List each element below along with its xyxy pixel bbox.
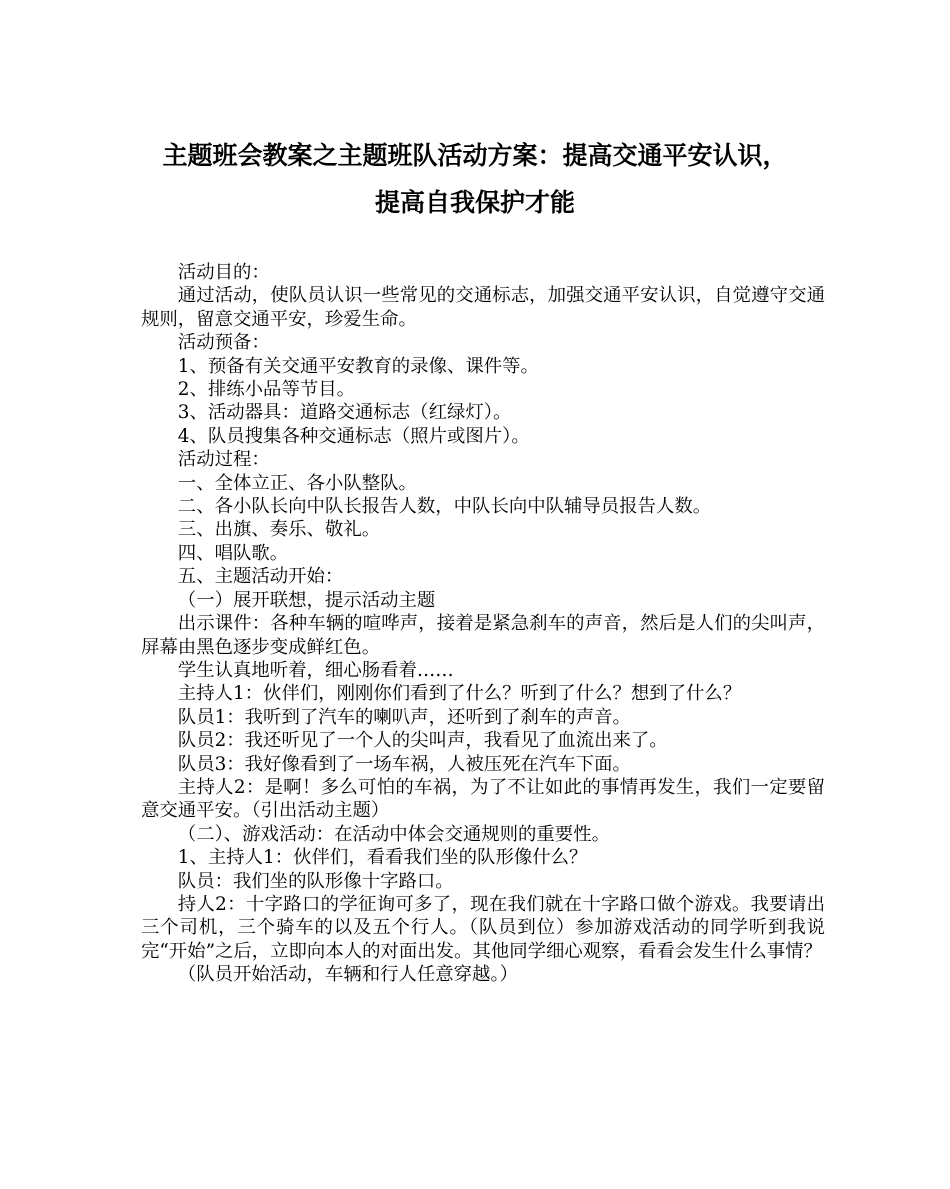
document-title-line-2: 提高自我保护才能 <box>374 188 575 217</box>
paragraph: 三、出旗、奏乐、敬礼。 <box>177 519 381 541</box>
paragraph: 1、主持人1：伙伴们，看看我们坐的队形像什么？ <box>177 847 588 869</box>
paragraph: 1、预备有关交通平安教育的录像、课件等。 <box>177 355 539 377</box>
paragraph: 一、全体立正、各小队整队。 <box>177 472 417 494</box>
paragraph: （一）展开联想，提示活动主题 <box>177 589 436 611</box>
document-body <box>141 261 825 987</box>
paragraph: （队员开始活动，车辆和行人任意穿越。） <box>177 964 519 986</box>
paragraph: 二、各小队长向中队长报告人数，中队长向中队辅导员报告人数。 <box>177 496 712 518</box>
paragraph: 出示课件：各种车辆的喧哗声，接着是紧急刹车的声音，然后是人们的尖叫声，屏幕由黑色逐步变成鲜红色。 <box>141 613 825 658</box>
paragraph: 队员3：我好像看到了一场车祸，人被压死在汽车下面。 <box>177 753 631 775</box>
paragraph: 活动预备： <box>177 332 270 354</box>
paragraph: 主持人2：是啊！多么可怕的车祸，为了不让如此的事情再发生，我们一定要留意交通平安。（引出活动主题） <box>141 776 825 822</box>
paragraph: 活动目的： <box>177 262 270 283</box>
paragraph: 五、主题活动开始： <box>177 566 344 588</box>
paragraph: 活动过程： <box>177 449 270 471</box>
paragraph: 3、活动器具：道路交通标志（红绿灯）。 <box>177 402 512 424</box>
paragraph: 队员1：我听到了汽车的喇叭声，还听到了刹车的声音。 <box>177 706 631 728</box>
paragraph: 持人2：十字路口的学征询可多了，现在我们就在十字路口做个游戏。我要请出三个司机，三个骑车的以及五个行人。（队员到位）参加游戏活动的同学听到我说完“开始”之后，立即向本人的对面出发。其他同学细心观察，看看会发生什么事情？ <box>141 893 825 962</box>
paragraph: （二）、游戏活动：在活动中体会交通规则的重要性。 <box>177 823 610 845</box>
paragraph: 通过活动，使队员认识一些常见的交通标志，加强交通平安认识，自觉遵守交通规则，留意交通平安，珍爱生命。 <box>141 285 825 330</box>
paragraph: 队员：我们坐的队形像十字路口。 <box>177 870 454 892</box>
paragraph: 2、排练小品等节目。 <box>177 379 356 401</box>
paragraph: 学生认真地听着，细心肠看着…… <box>177 659 454 681</box>
paragraph: 4、队员搜集各种交通标志（照片或图片）。 <box>177 425 530 447</box>
paragraph: 主持人1：伙伴们，刚刚你们看到了什么？听到了什么？想到了什么？ <box>177 683 742 705</box>
paragraph: 队员2：我还听见了一个人的尖叫声，我看见了血流出来了。 <box>177 730 668 752</box>
document-title-line-1: 主题班会教案之主题班队活动方案：提高交通平安认识， <box>162 141 788 170</box>
paragraph: 四、唱队歌。 <box>177 542 289 564</box>
